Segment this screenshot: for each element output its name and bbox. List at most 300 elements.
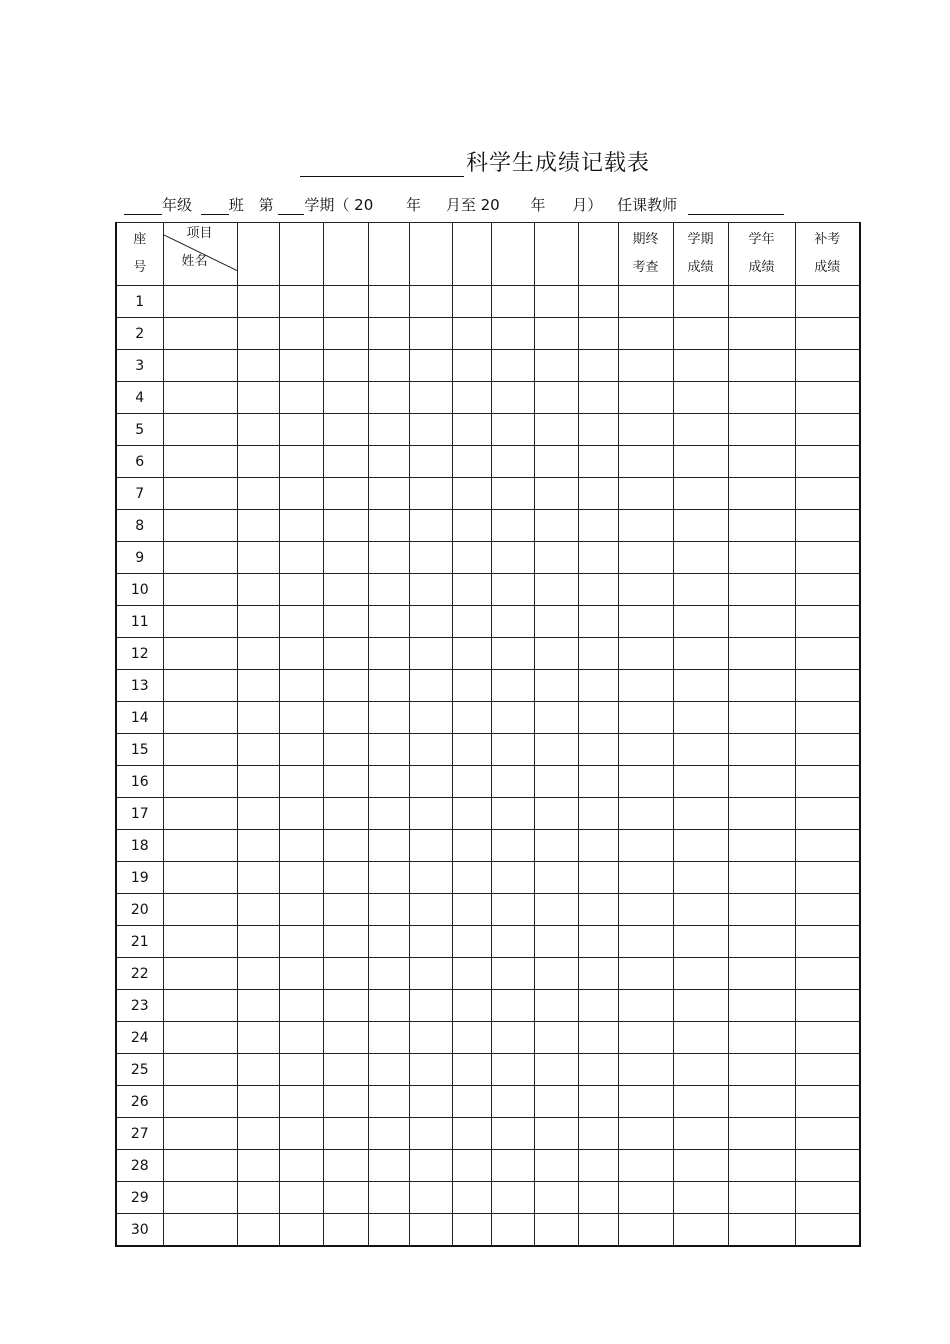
student-name-cell[interactable] <box>163 574 237 606</box>
student-name-cell[interactable] <box>163 318 237 350</box>
score-cell[interactable] <box>728 926 795 958</box>
score-cell[interactable] <box>578 894 618 926</box>
score-cell[interactable] <box>237 1150 279 1182</box>
score-cell[interactable] <box>323 414 368 446</box>
score-cell[interactable] <box>279 990 323 1022</box>
score-cell[interactable] <box>578 1086 618 1118</box>
score-cell[interactable] <box>279 1086 323 1118</box>
score-cell[interactable] <box>323 638 368 670</box>
score-cell[interactable] <box>795 1214 860 1247</box>
score-cell[interactable] <box>409 926 452 958</box>
score-cell[interactable] <box>279 894 323 926</box>
score-cell[interactable] <box>578 350 618 382</box>
score-cell[interactable] <box>368 1182 409 1214</box>
score-cell[interactable] <box>534 318 578 350</box>
score-cell[interactable] <box>795 510 860 542</box>
score-cell[interactable] <box>323 286 368 318</box>
score-cell[interactable] <box>673 1150 728 1182</box>
score-cell[interactable] <box>491 574 534 606</box>
score-cell[interactable] <box>237 990 279 1022</box>
score-cell[interactable] <box>323 702 368 734</box>
score-cell[interactable] <box>534 894 578 926</box>
score-cell[interactable] <box>534 1150 578 1182</box>
grade-blank[interactable] <box>124 196 162 215</box>
score-cell[interactable] <box>534 1182 578 1214</box>
score-cell[interactable] <box>795 1150 860 1182</box>
score-cell[interactable] <box>795 990 860 1022</box>
score-cell[interactable] <box>368 318 409 350</box>
score-cell[interactable] <box>795 638 860 670</box>
score-cell[interactable] <box>452 446 491 478</box>
score-cell[interactable] <box>618 990 673 1022</box>
score-cell[interactable] <box>618 894 673 926</box>
score-cell[interactable] <box>673 894 728 926</box>
score-cell[interactable] <box>728 1214 795 1247</box>
score-cell[interactable] <box>409 478 452 510</box>
student-name-cell[interactable] <box>163 734 237 766</box>
score-cell[interactable] <box>491 1054 534 1086</box>
score-cell[interactable] <box>237 638 279 670</box>
score-cell[interactable] <box>491 382 534 414</box>
score-cell[interactable] <box>673 670 728 702</box>
score-cell[interactable] <box>237 318 279 350</box>
score-cell[interactable] <box>409 446 452 478</box>
score-cell[interactable] <box>618 286 673 318</box>
score-cell[interactable] <box>578 734 618 766</box>
score-cell[interactable] <box>452 1086 491 1118</box>
score-cell[interactable] <box>237 510 279 542</box>
score-cell[interactable] <box>452 958 491 990</box>
score-cell[interactable] <box>323 958 368 990</box>
score-cell[interactable] <box>323 382 368 414</box>
score-cell[interactable] <box>368 830 409 862</box>
teacher-blank[interactable] <box>688 196 784 215</box>
score-cell[interactable] <box>452 670 491 702</box>
score-cell[interactable] <box>795 574 860 606</box>
score-cell[interactable] <box>409 542 452 574</box>
score-cell[interactable] <box>409 382 452 414</box>
score-cell[interactable] <box>673 638 728 670</box>
score-cell[interactable] <box>491 670 534 702</box>
score-cell[interactable] <box>279 734 323 766</box>
score-cell[interactable] <box>491 862 534 894</box>
score-cell[interactable] <box>279 1214 323 1247</box>
score-cell[interactable] <box>534 446 578 478</box>
score-cell[interactable] <box>409 1086 452 1118</box>
score-cell[interactable] <box>237 1054 279 1086</box>
score-cell[interactable] <box>409 1118 452 1150</box>
score-cell[interactable] <box>368 798 409 830</box>
student-name-cell[interactable] <box>163 1118 237 1150</box>
score-cell[interactable] <box>618 606 673 638</box>
score-cell[interactable] <box>728 830 795 862</box>
score-cell[interactable] <box>409 1182 452 1214</box>
score-cell[interactable] <box>728 894 795 926</box>
score-cell[interactable] <box>323 766 368 798</box>
score-cell[interactable] <box>618 510 673 542</box>
score-cell[interactable] <box>618 1118 673 1150</box>
score-cell[interactable] <box>368 606 409 638</box>
score-cell[interactable] <box>534 478 578 510</box>
score-cell[interactable] <box>673 574 728 606</box>
score-cell[interactable] <box>728 478 795 510</box>
score-cell[interactable] <box>673 1214 728 1247</box>
score-cell[interactable] <box>618 958 673 990</box>
score-cell[interactable] <box>534 766 578 798</box>
score-cell[interactable] <box>618 414 673 446</box>
score-cell[interactable] <box>618 670 673 702</box>
score-cell[interactable] <box>728 1182 795 1214</box>
score-cell[interactable] <box>409 1022 452 1054</box>
score-cell[interactable] <box>279 510 323 542</box>
score-cell[interactable] <box>409 286 452 318</box>
student-name-cell[interactable] <box>163 894 237 926</box>
score-cell[interactable] <box>673 286 728 318</box>
score-cell[interactable] <box>534 702 578 734</box>
score-cell[interactable] <box>279 350 323 382</box>
score-cell[interactable] <box>795 446 860 478</box>
score-cell[interactable] <box>795 542 860 574</box>
score-cell[interactable] <box>279 862 323 894</box>
class-blank[interactable] <box>201 196 229 215</box>
score-cell[interactable] <box>618 350 673 382</box>
score-cell[interactable] <box>673 318 728 350</box>
score-cell[interactable] <box>491 286 534 318</box>
score-cell[interactable] <box>728 702 795 734</box>
score-cell[interactable] <box>279 830 323 862</box>
score-cell[interactable] <box>279 478 323 510</box>
score-cell[interactable] <box>534 670 578 702</box>
item-header-cell[interactable] <box>534 223 578 286</box>
score-cell[interactable] <box>279 542 323 574</box>
score-cell[interactable] <box>534 542 578 574</box>
subject-blank[interactable] <box>300 150 464 177</box>
score-cell[interactable] <box>279 318 323 350</box>
score-cell[interactable] <box>534 926 578 958</box>
score-cell[interactable] <box>491 510 534 542</box>
score-cell[interactable] <box>452 1182 491 1214</box>
score-cell[interactable] <box>673 542 728 574</box>
score-cell[interactable] <box>795 830 860 862</box>
score-cell[interactable] <box>618 798 673 830</box>
score-cell[interactable] <box>673 862 728 894</box>
score-cell[interactable] <box>578 478 618 510</box>
score-cell[interactable] <box>279 414 323 446</box>
score-cell[interactable] <box>673 926 728 958</box>
score-cell[interactable] <box>409 1214 452 1247</box>
score-cell[interactable] <box>578 1150 618 1182</box>
score-cell[interactable] <box>673 1118 728 1150</box>
score-cell[interactable] <box>728 542 795 574</box>
term-blank[interactable] <box>278 196 304 215</box>
student-name-cell[interactable] <box>163 702 237 734</box>
score-cell[interactable] <box>368 1054 409 1086</box>
score-cell[interactable] <box>491 606 534 638</box>
score-cell[interactable] <box>578 798 618 830</box>
score-cell[interactable] <box>795 670 860 702</box>
score-cell[interactable] <box>452 542 491 574</box>
score-cell[interactable] <box>368 766 409 798</box>
score-cell[interactable] <box>409 830 452 862</box>
score-cell[interactable] <box>618 318 673 350</box>
score-cell[interactable] <box>578 1054 618 1086</box>
score-cell[interactable] <box>795 350 860 382</box>
score-cell[interactable] <box>491 350 534 382</box>
score-cell[interactable] <box>323 1214 368 1247</box>
score-cell[interactable] <box>491 990 534 1022</box>
score-cell[interactable] <box>368 894 409 926</box>
score-cell[interactable] <box>452 702 491 734</box>
score-cell[interactable] <box>728 350 795 382</box>
score-cell[interactable] <box>452 286 491 318</box>
score-cell[interactable] <box>578 862 618 894</box>
score-cell[interactable] <box>534 638 578 670</box>
student-name-cell[interactable] <box>163 606 237 638</box>
score-cell[interactable] <box>409 670 452 702</box>
score-cell[interactable] <box>534 830 578 862</box>
score-cell[interactable] <box>728 1022 795 1054</box>
score-cell[interactable] <box>452 1150 491 1182</box>
score-cell[interactable] <box>368 478 409 510</box>
score-cell[interactable] <box>578 446 618 478</box>
score-cell[interactable] <box>237 574 279 606</box>
item-header-cell[interactable] <box>323 223 368 286</box>
student-name-cell[interactable] <box>163 542 237 574</box>
score-cell[interactable] <box>795 894 860 926</box>
score-cell[interactable] <box>795 958 860 990</box>
score-cell[interactable] <box>578 1118 618 1150</box>
score-cell[interactable] <box>237 542 279 574</box>
score-cell[interactable] <box>409 1150 452 1182</box>
student-name-cell[interactable] <box>163 414 237 446</box>
score-cell[interactable] <box>728 414 795 446</box>
score-cell[interactable] <box>578 1022 618 1054</box>
score-cell[interactable] <box>368 670 409 702</box>
score-cell[interactable] <box>673 446 728 478</box>
score-cell[interactable] <box>323 798 368 830</box>
score-cell[interactable] <box>618 1214 673 1247</box>
score-cell[interactable] <box>673 1182 728 1214</box>
score-cell[interactable] <box>491 638 534 670</box>
score-cell[interactable] <box>237 670 279 702</box>
score-cell[interactable] <box>491 894 534 926</box>
score-cell[interactable] <box>534 798 578 830</box>
score-cell[interactable] <box>279 1054 323 1086</box>
score-cell[interactable] <box>237 606 279 638</box>
score-cell[interactable] <box>673 990 728 1022</box>
score-cell[interactable] <box>452 894 491 926</box>
score-cell[interactable] <box>368 958 409 990</box>
score-cell[interactable] <box>323 1182 368 1214</box>
student-name-cell[interactable] <box>163 830 237 862</box>
score-cell[interactable] <box>368 638 409 670</box>
score-cell[interactable] <box>618 1182 673 1214</box>
score-cell[interactable] <box>795 862 860 894</box>
score-cell[interactable] <box>534 606 578 638</box>
score-cell[interactable] <box>279 702 323 734</box>
score-cell[interactable] <box>409 350 452 382</box>
score-cell[interactable] <box>452 798 491 830</box>
score-cell[interactable] <box>323 350 368 382</box>
student-name-cell[interactable] <box>163 990 237 1022</box>
score-cell[interactable] <box>618 478 673 510</box>
score-cell[interactable] <box>237 1022 279 1054</box>
score-cell[interactable] <box>323 894 368 926</box>
item-header-cell[interactable] <box>279 223 323 286</box>
score-cell[interactable] <box>491 798 534 830</box>
score-cell[interactable] <box>279 766 323 798</box>
score-cell[interactable] <box>795 606 860 638</box>
score-cell[interactable] <box>534 1022 578 1054</box>
score-cell[interactable] <box>452 414 491 446</box>
score-cell[interactable] <box>578 318 618 350</box>
student-name-cell[interactable] <box>163 670 237 702</box>
score-cell[interactable] <box>618 1022 673 1054</box>
score-cell[interactable] <box>279 670 323 702</box>
item-header-cell[interactable] <box>409 223 452 286</box>
score-cell[interactable] <box>491 958 534 990</box>
item-header-cell[interactable] <box>368 223 409 286</box>
score-cell[interactable] <box>409 606 452 638</box>
student-name-cell[interactable] <box>163 286 237 318</box>
score-cell[interactable] <box>578 382 618 414</box>
score-cell[interactable] <box>237 1214 279 1247</box>
score-cell[interactable] <box>368 1150 409 1182</box>
score-cell[interactable] <box>491 1182 534 1214</box>
score-cell[interactable] <box>618 926 673 958</box>
score-cell[interactable] <box>673 382 728 414</box>
score-cell[interactable] <box>728 670 795 702</box>
score-cell[interactable] <box>534 1054 578 1086</box>
student-name-cell[interactable] <box>163 1086 237 1118</box>
score-cell[interactable] <box>534 382 578 414</box>
score-cell[interactable] <box>618 702 673 734</box>
score-cell[interactable] <box>237 382 279 414</box>
score-cell[interactable] <box>534 350 578 382</box>
score-cell[interactable] <box>795 382 860 414</box>
score-cell[interactable] <box>279 926 323 958</box>
score-cell[interactable] <box>237 286 279 318</box>
score-cell[interactable] <box>728 798 795 830</box>
score-cell[interactable] <box>728 318 795 350</box>
score-cell[interactable] <box>795 734 860 766</box>
score-cell[interactable] <box>237 798 279 830</box>
score-cell[interactable] <box>578 670 618 702</box>
score-cell[interactable] <box>673 414 728 446</box>
score-cell[interactable] <box>368 1022 409 1054</box>
score-cell[interactable] <box>728 1054 795 1086</box>
score-cell[interactable] <box>323 1054 368 1086</box>
score-cell[interactable] <box>673 958 728 990</box>
score-cell[interactable] <box>452 1022 491 1054</box>
score-cell[interactable] <box>578 638 618 670</box>
score-cell[interactable] <box>534 574 578 606</box>
score-cell[interactable] <box>452 638 491 670</box>
score-cell[interactable] <box>673 606 728 638</box>
score-cell[interactable] <box>795 926 860 958</box>
score-cell[interactable] <box>237 1118 279 1150</box>
student-name-cell[interactable] <box>163 510 237 542</box>
score-cell[interactable] <box>368 1086 409 1118</box>
score-cell[interactable] <box>323 510 368 542</box>
student-name-cell[interactable] <box>163 478 237 510</box>
score-cell[interactable] <box>452 1054 491 1086</box>
score-cell[interactable] <box>673 510 728 542</box>
score-cell[interactable] <box>491 542 534 574</box>
score-cell[interactable] <box>368 446 409 478</box>
score-cell[interactable] <box>323 670 368 702</box>
score-cell[interactable] <box>368 286 409 318</box>
score-cell[interactable] <box>409 510 452 542</box>
score-cell[interactable] <box>452 734 491 766</box>
score-cell[interactable] <box>534 414 578 446</box>
score-cell[interactable] <box>491 1150 534 1182</box>
score-cell[interactable] <box>795 478 860 510</box>
score-cell[interactable] <box>368 1214 409 1247</box>
score-cell[interactable] <box>618 1054 673 1086</box>
score-cell[interactable] <box>237 702 279 734</box>
score-cell[interactable] <box>578 542 618 574</box>
score-cell[interactable] <box>409 414 452 446</box>
student-name-cell[interactable] <box>163 926 237 958</box>
score-cell[interactable] <box>279 1022 323 1054</box>
score-cell[interactable] <box>795 414 860 446</box>
score-cell[interactable] <box>452 830 491 862</box>
score-cell[interactable] <box>795 1118 860 1150</box>
score-cell[interactable] <box>409 702 452 734</box>
score-cell[interactable] <box>323 1086 368 1118</box>
score-cell[interactable] <box>237 350 279 382</box>
score-cell[interactable] <box>728 862 795 894</box>
score-cell[interactable] <box>491 830 534 862</box>
score-cell[interactable] <box>578 830 618 862</box>
score-cell[interactable] <box>368 574 409 606</box>
score-cell[interactable] <box>673 830 728 862</box>
score-cell[interactable] <box>618 766 673 798</box>
score-cell[interactable] <box>578 1182 618 1214</box>
score-cell[interactable] <box>279 1150 323 1182</box>
score-cell[interactable] <box>728 382 795 414</box>
score-cell[interactable] <box>491 1086 534 1118</box>
score-cell[interactable] <box>795 1086 860 1118</box>
student-name-cell[interactable] <box>163 1054 237 1086</box>
score-cell[interactable] <box>237 830 279 862</box>
score-cell[interactable] <box>578 1214 618 1247</box>
item-header-cell[interactable] <box>452 223 491 286</box>
score-cell[interactable] <box>452 990 491 1022</box>
score-cell[interactable] <box>578 926 618 958</box>
score-cell[interactable] <box>673 734 728 766</box>
score-cell[interactable] <box>578 702 618 734</box>
score-cell[interactable] <box>673 766 728 798</box>
score-cell[interactable] <box>452 382 491 414</box>
score-cell[interactable] <box>323 542 368 574</box>
score-cell[interactable] <box>323 606 368 638</box>
score-cell[interactable] <box>728 574 795 606</box>
score-cell[interactable] <box>728 990 795 1022</box>
score-cell[interactable] <box>409 862 452 894</box>
score-cell[interactable] <box>491 446 534 478</box>
score-cell[interactable] <box>368 542 409 574</box>
score-cell[interactable] <box>491 1022 534 1054</box>
score-cell[interactable] <box>673 478 728 510</box>
score-cell[interactable] <box>491 702 534 734</box>
student-name-cell[interactable] <box>163 350 237 382</box>
score-cell[interactable] <box>279 382 323 414</box>
score-cell[interactable] <box>673 702 728 734</box>
score-cell[interactable] <box>618 1086 673 1118</box>
score-cell[interactable] <box>795 1022 860 1054</box>
